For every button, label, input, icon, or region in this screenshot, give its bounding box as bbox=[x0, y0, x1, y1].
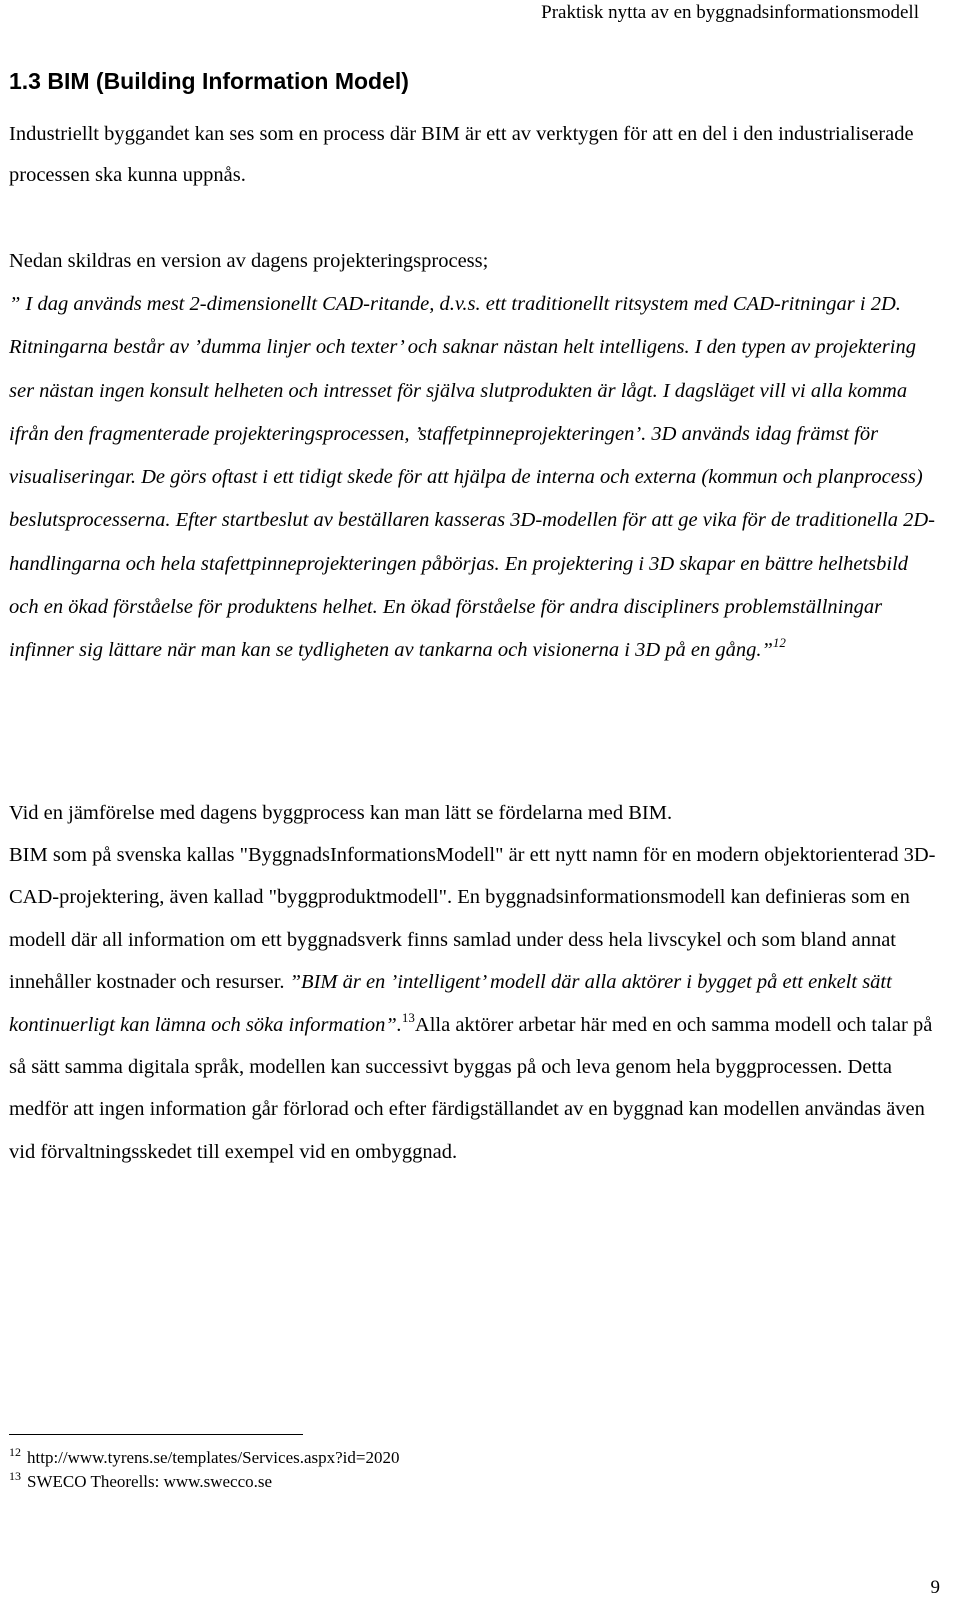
quote-text: ” I dag används mest 2-dimensionellt CAD-ritande, d.v.s. ett traditionellt ritsystem med CAD-ritningar i 2D. Ritningarna består av ’dumma linjer och texter’ och saknar nästan helt intelligens. I den typen av projektering ser nästan ingen konsult helheten och intresset för själva slutprodukten är lågt. I dagsläget vill vi alla komma ifrån den fragmenterade projekteringsprocessen, ’staffetpinneprojekteringen’. 3D används idag främst för visualiseringar. De görs oftast i ett tidigt skede för att hjälpa de interna och externa (kommun och planprocess) beslutsprocesserna. Efter startbeslut av beställaren kasseras 3D-modellen för att ge vika för de traditionella 2D-handlingarna och hela stafettpinneprojekteringen påbörjas. En projektering i 3D skapar en bättre helhetsbild och en ökad förståelse för produktens helhet. En ökad förståelse för andra discipliners problemställningar infinner sig lättare när man kan se tydligheten av tankarna och visionerna i 3D på en gång.” bbox=[9, 293, 935, 662]
footnote-ref-13[interactable]: 13 bbox=[401, 1009, 415, 1025]
bim-inline-quote: ”BIM är en ’intelligent’ modell där alla aktörer i bygget på ett enkelt sätt kontinuerligt kan lämna och söka information”. bbox=[9, 971, 892, 1036]
lead-paragraph: Nedan skildras en version av dagens projekteringsprocess; bbox=[9, 250, 489, 272]
footnote-ref-12[interactable]: 12 bbox=[772, 635, 786, 651]
bim-text-part2: Alla aktörer arbetar här med en och samma modell och talar på så sätt samma digitala språk, modellen kan successivt byggas på och leva genom hela byggprocessen. Detta medför att ingen information går förlorad och efter färdigställandet av en byggnad kan modellen användas även vid förvaltningsskedet till exempel vid en ombyggnad. bbox=[9, 1013, 933, 1163]
footnote-link[interactable]: http://www.tyrens.se/templates/Services.aspx?id=2020 bbox=[27, 1448, 400, 1467]
footnote-number: 12 bbox=[9, 1445, 21, 1459]
footnote-12 bbox=[9, 1446, 400, 1470]
block-quote bbox=[9, 283, 939, 673]
running-header: Praktisk nytta av en byggnadsinformationsmodell bbox=[541, 2, 919, 23]
page-number: 9 bbox=[930, 1577, 940, 1598]
footnote-13 bbox=[9, 1470, 400, 1494]
section-heading: 1.3 BIM (Building Information Model) bbox=[9, 68, 409, 94]
footnotes bbox=[9, 1446, 400, 1494]
comparison-paragraph: Vid en jämförelse med dagens byggprocess kan man lätt se fördelarna med BIM. bbox=[9, 802, 673, 824]
footnote-separator bbox=[9, 1434, 303, 1435]
intro-paragraph: Industriellt byggandet kan ses som en process där BIM är ett av verktygen för att en del i den industrialiserade processen ska kunna uppnås. bbox=[9, 123, 914, 186]
bim-paragraph bbox=[9, 834, 949, 1173]
bim-text-part1: BIM som på svenska kallas "ByggnadsInformationsModell" är ett nytt namn för en modern objektorienterad 3D-CAD-projektering, även kallad "byggproduktmodell". En byggnadsinformationsmodell kan definieras som en modell där all information om ett byggnadsverk finns samlad under dess hela livscykel och som bland annat innehåller kostnader och resurser. bbox=[9, 844, 936, 994]
footnote-text: SWECO Theorells: www.swecco.se bbox=[27, 1472, 273, 1491]
footnote-number: 13 bbox=[9, 1469, 21, 1483]
